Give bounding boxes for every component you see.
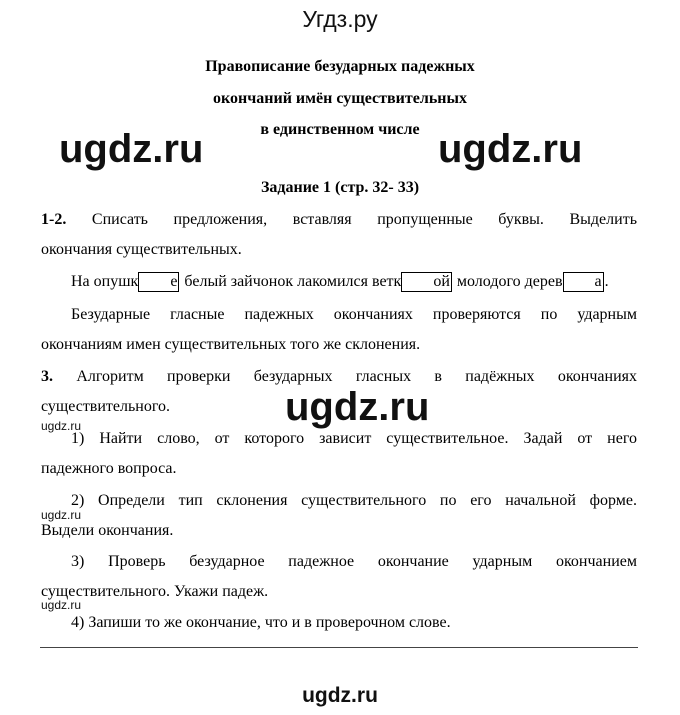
rule-paragraph: [41, 300, 637, 360]
sentence-part: молодого дерев: [452, 273, 563, 290]
horizontal-rule: [40, 647, 638, 648]
step-2-line-2: Выдели окончания.: [41, 522, 174, 539]
ending-box: ой: [401, 272, 452, 292]
section-number: 1-2.: [41, 211, 67, 228]
watermark-small-3: ugdz.ru: [41, 598, 82, 612]
rule-line-1: Безударные гласные падежных окончаниях проверяются по ударным: [71, 306, 637, 323]
watermark-left: ugdz.ru: [59, 127, 204, 171]
ending-box: е: [138, 272, 179, 292]
section-number: 3.: [41, 368, 53, 385]
title-line-3: в единственном числе: [260, 121, 420, 138]
step-4: 4) Запиши то же окончание, что и в проверочном слове.: [71, 614, 451, 631]
section-3-line-2: существительного.: [41, 398, 171, 415]
watermark-small-2: ugdz.ru: [41, 508, 82, 522]
step-3-line-2: существительного. Укажи падеж.: [41, 583, 269, 600]
task-heading: Задание 1 (стр. 32- 33): [260, 179, 420, 196]
section-1-2-line-1: [41, 205, 637, 235]
watermark-center: ugdz.ru: [285, 385, 430, 429]
section-1-2-text: Списать предложения, вставляя пропущенные буквы. Выделить: [91, 211, 637, 228]
step-3: [41, 547, 637, 607]
ending-box: а: [563, 272, 604, 292]
site-header: Угдз.ру: [302, 6, 378, 32]
step-1-line-2: падежного вопроса.: [41, 460, 177, 477]
watermark-small-1: ugdz.ru: [41, 419, 82, 433]
section-3-text: Алгоритм проверки безударных гласных в падёжных окончаниях: [76, 368, 637, 385]
section-1-2: [41, 205, 637, 265]
footer-watermark: ugdz.ru: [302, 684, 378, 707]
rule-line-2: окончаниям имен существительных того же склонения.: [41, 336, 421, 353]
sentence-part: На опушк: [71, 273, 139, 290]
title-line-2: окончаний имён существительных: [213, 90, 467, 107]
step-1: [41, 424, 637, 484]
section-1-2-line-2: окончания существительных.: [41, 241, 242, 258]
watermark-right: ugdz.ru: [438, 127, 583, 171]
step-3-line-1: 3) Проверь безударное падежное окончание ударным окончанием: [71, 553, 637, 570]
sentence-part: .: [604, 273, 609, 290]
step-2: [41, 486, 637, 546]
step-2-line-1: 2) Определи тип склонения существительного по его начальной форме.: [71, 492, 637, 509]
sentence-part: белый зайчонок лакомился ветк: [180, 273, 402, 290]
title-line-1: Правописание безударных падежных: [205, 58, 475, 75]
example-sentence: [41, 267, 637, 297]
step-1-line-1: 1) Найти слово, от которого зависит существительное. Задай от него: [71, 430, 637, 447]
